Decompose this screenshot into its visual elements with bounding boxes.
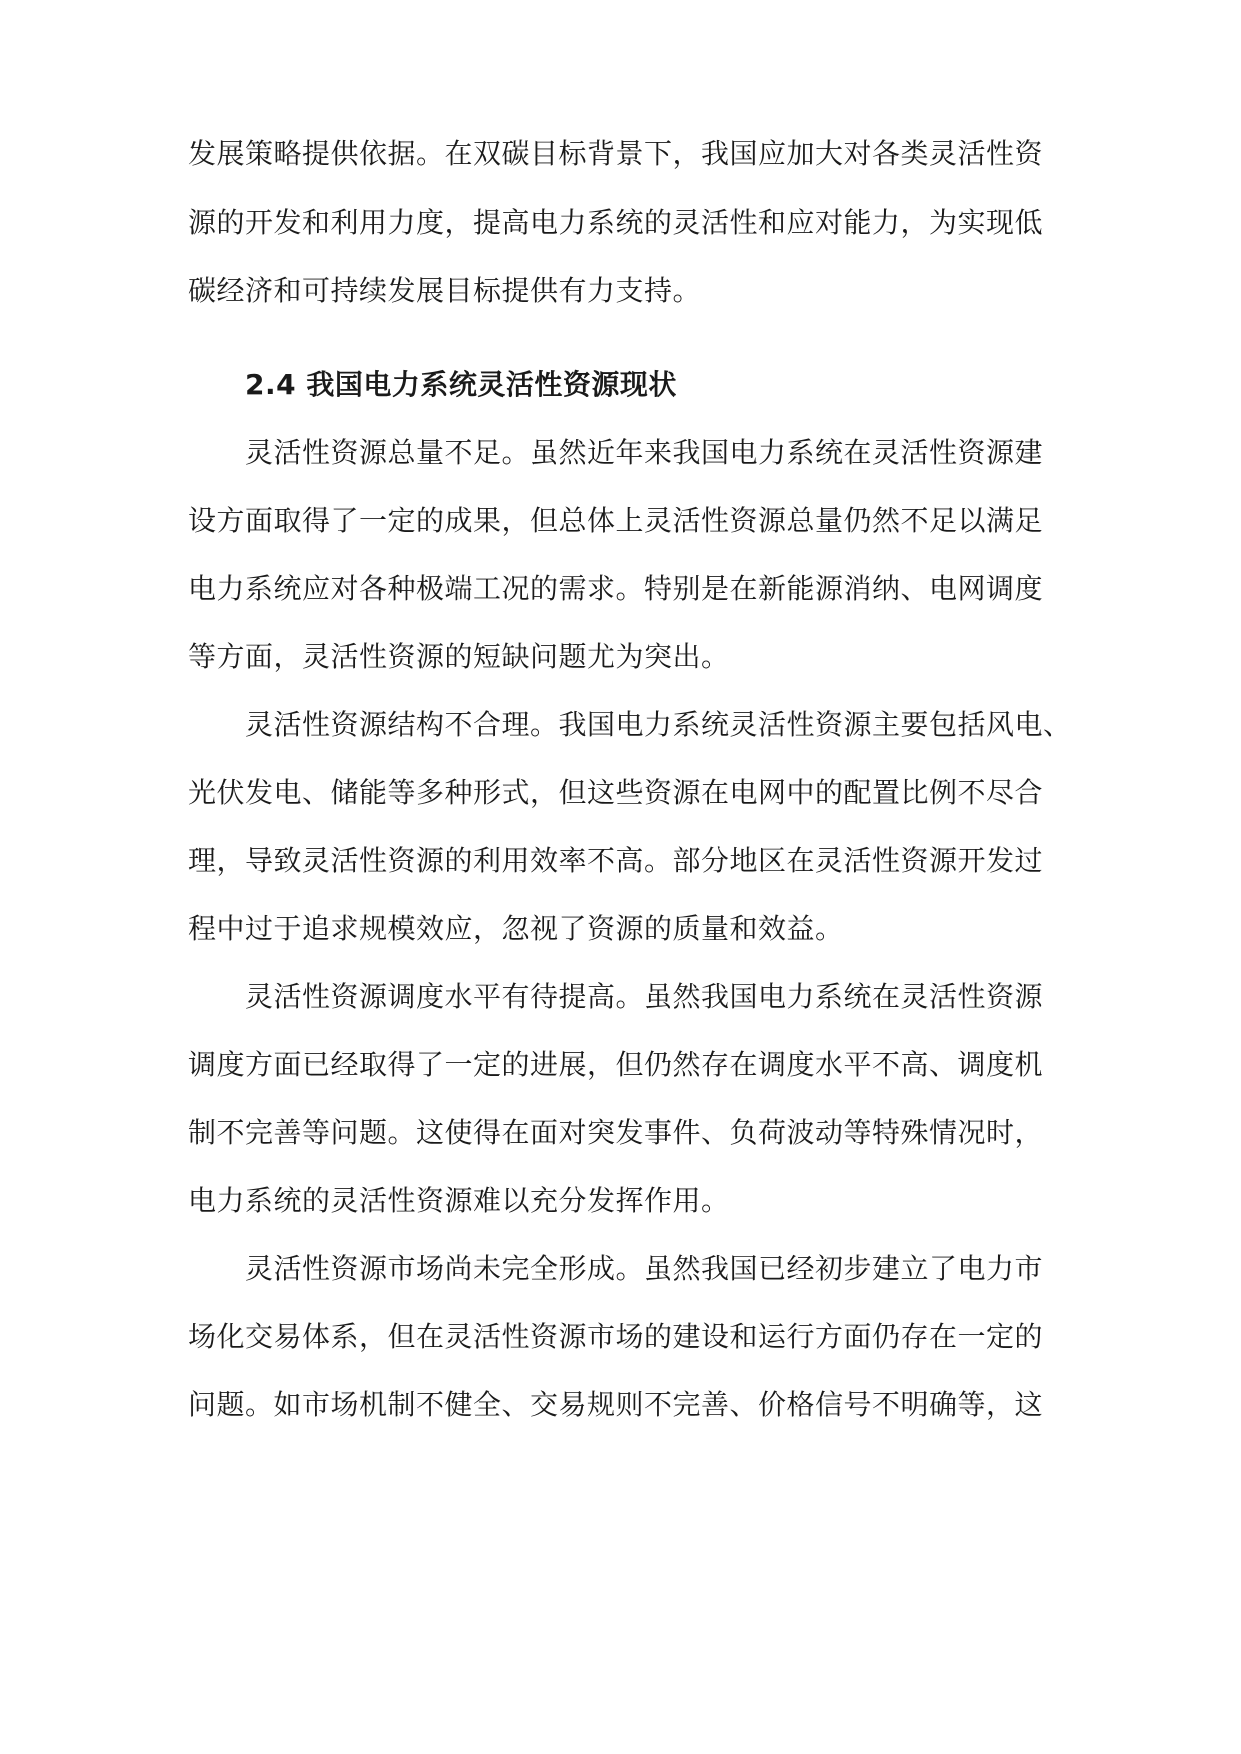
paragraph-1-line-3: 电力系统应对各种极端工况的需求。特别是在新能源消纳、电网调度: [188, 572, 1044, 605]
intro-line-1: 发展策略提供依据。在双碳目标背景下，我国应加大对各类灵活性资: [188, 137, 1044, 170]
paragraph-3-line-2: 调度方面已经取得了一定的进展，但仍然存在调度水平不高、调度机: [188, 1048, 1044, 1081]
paragraph-2-line-2: 光伏发电、储能等多种形式，但这些资源在电网中的配置比例不尽合: [188, 776, 1044, 809]
paragraph-2-line-3: 理，导致灵活性资源的利用效率不高。部分地区在灵活性资源开发过: [188, 844, 1044, 877]
paragraph-1-line-1: 灵活性资源总量不足。虽然近年来我国电力系统在灵活性资源建: [245, 436, 1044, 469]
intro-line-2: 源的开发和利用力度，提高电力系统的灵活性和应对能力，为实现低: [188, 206, 1044, 239]
paragraph-3-line-1: 灵活性资源调度水平有待提高。虽然我国电力系统在灵活性资源: [245, 980, 1044, 1013]
paragraph-4-line-2: 场化交易体系，但在灵活性资源市场的建设和运行方面仍存在一定的: [188, 1320, 1044, 1353]
section-heading: 2.4 我国电力系统灵活性资源现状: [245, 368, 677, 401]
paragraph-3-line-3: 制不完善等问题。这使得在面对突发事件、负荷波动等特殊情况时，: [188, 1116, 1044, 1149]
paragraph-2-line-1: 灵活性资源结构不合理。我国电力系统灵活性资源主要包括风电、: [245, 708, 1072, 741]
paragraph-3-line-4: 电力系统的灵活性资源难以充分发挥作用。: [188, 1184, 730, 1217]
paragraph-2-line-4: 程中过于追求规模效应，忽视了资源的质量和效益。: [188, 912, 844, 945]
paragraph-1-line-4: 等方面，灵活性资源的短缺问题尤为突出。: [188, 640, 730, 673]
paragraph-1-line-2: 设方面取得了一定的成果，但总体上灵活性资源总量仍然不足以满足: [188, 504, 1044, 537]
intro-line-3: 碳经济和可持续发展目标提供有力支持。: [188, 274, 702, 307]
paragraph-4-line-3: 问题。如市场机制不健全、交易规则不完善、价格信号不明确等，这: [188, 1388, 1044, 1421]
paragraph-4-line-1: 灵活性资源市场尚未完全形成。虽然我国已经初步建立了电力市: [245, 1252, 1044, 1285]
